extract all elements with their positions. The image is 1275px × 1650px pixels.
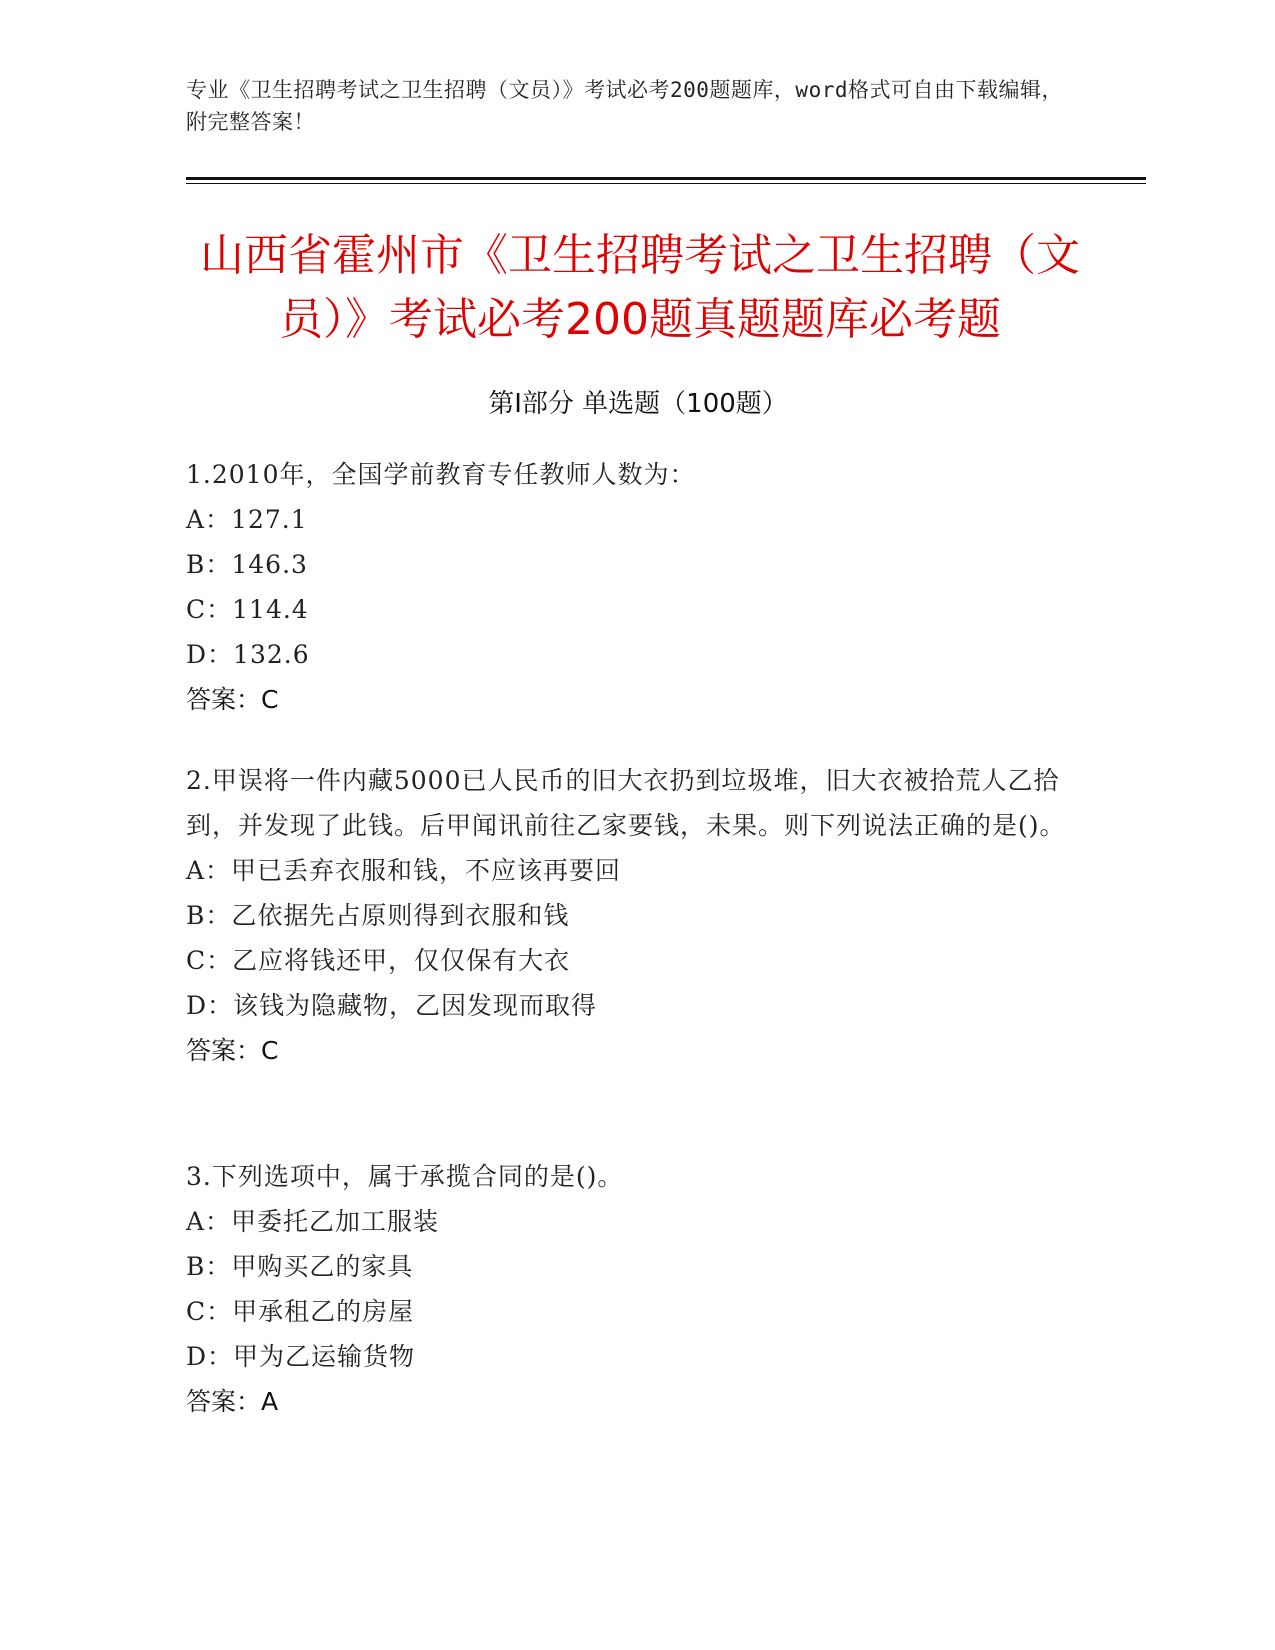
option-d: D：132.6 [186, 640, 310, 669]
answer: 答案：A [186, 1387, 279, 1416]
question-stem: 3.下列选项中，属于承揽合同的是()。 [186, 1162, 624, 1191]
option-b: B：乙依据先占原则得到衣服和钱 [186, 901, 570, 930]
answer: 答案：C [186, 1036, 279, 1065]
option-a: A：127.1 [186, 505, 308, 534]
header-divider-thin [186, 183, 1146, 184]
section-heading: 第Ⅰ部分 单选题（100题） [488, 389, 788, 419]
option-b: B：146.3 [186, 550, 308, 579]
question-1 [186, 452, 1086, 722]
question-stem: 2.甲误将一件内藏5000已人民币的旧大衣扔到垃圾堆，旧大衣被拾荒人乙拾到，并发现了此钱。后甲闻讯前往乙家要钱，未果。则下列说法正确的是()。 [186, 766, 1066, 840]
option-a: A：甲已丢弃衣服和钱，不应该再要回 [186, 856, 622, 885]
header-note: 专业《卫生招聘考试之卫生招聘（文员）》考试必考200题题库，word格式可自由下载编辑，附完整答案！ [186, 78, 1063, 134]
question-3 [186, 1154, 1086, 1424]
header-divider-thick [186, 177, 1146, 180]
option-d: D：该钱为隐藏物，乙因发现而取得 [186, 991, 598, 1020]
answer: 答案：C [186, 685, 279, 714]
question-2 [186, 758, 1086, 1073]
document-title: 山西省霍州市《卫生招聘考试之卫生招聘（文员）》考试必考200题真题题库必考题 [200, 230, 1080, 345]
option-a: A：甲委托乙加工服装 [186, 1207, 440, 1236]
option-c: C：114.4 [186, 595, 309, 624]
option-d: D：甲为乙运输货物 [186, 1342, 416, 1371]
option-c: C：乙应将钱还甲，仅仅保有大衣 [186, 946, 571, 975]
question-stem: 1.2010年，全国学前教育专任教师人数为： [186, 460, 696, 489]
option-b: B：甲购买乙的家具 [186, 1252, 414, 1281]
option-c: C：甲承租乙的房屋 [186, 1297, 415, 1326]
